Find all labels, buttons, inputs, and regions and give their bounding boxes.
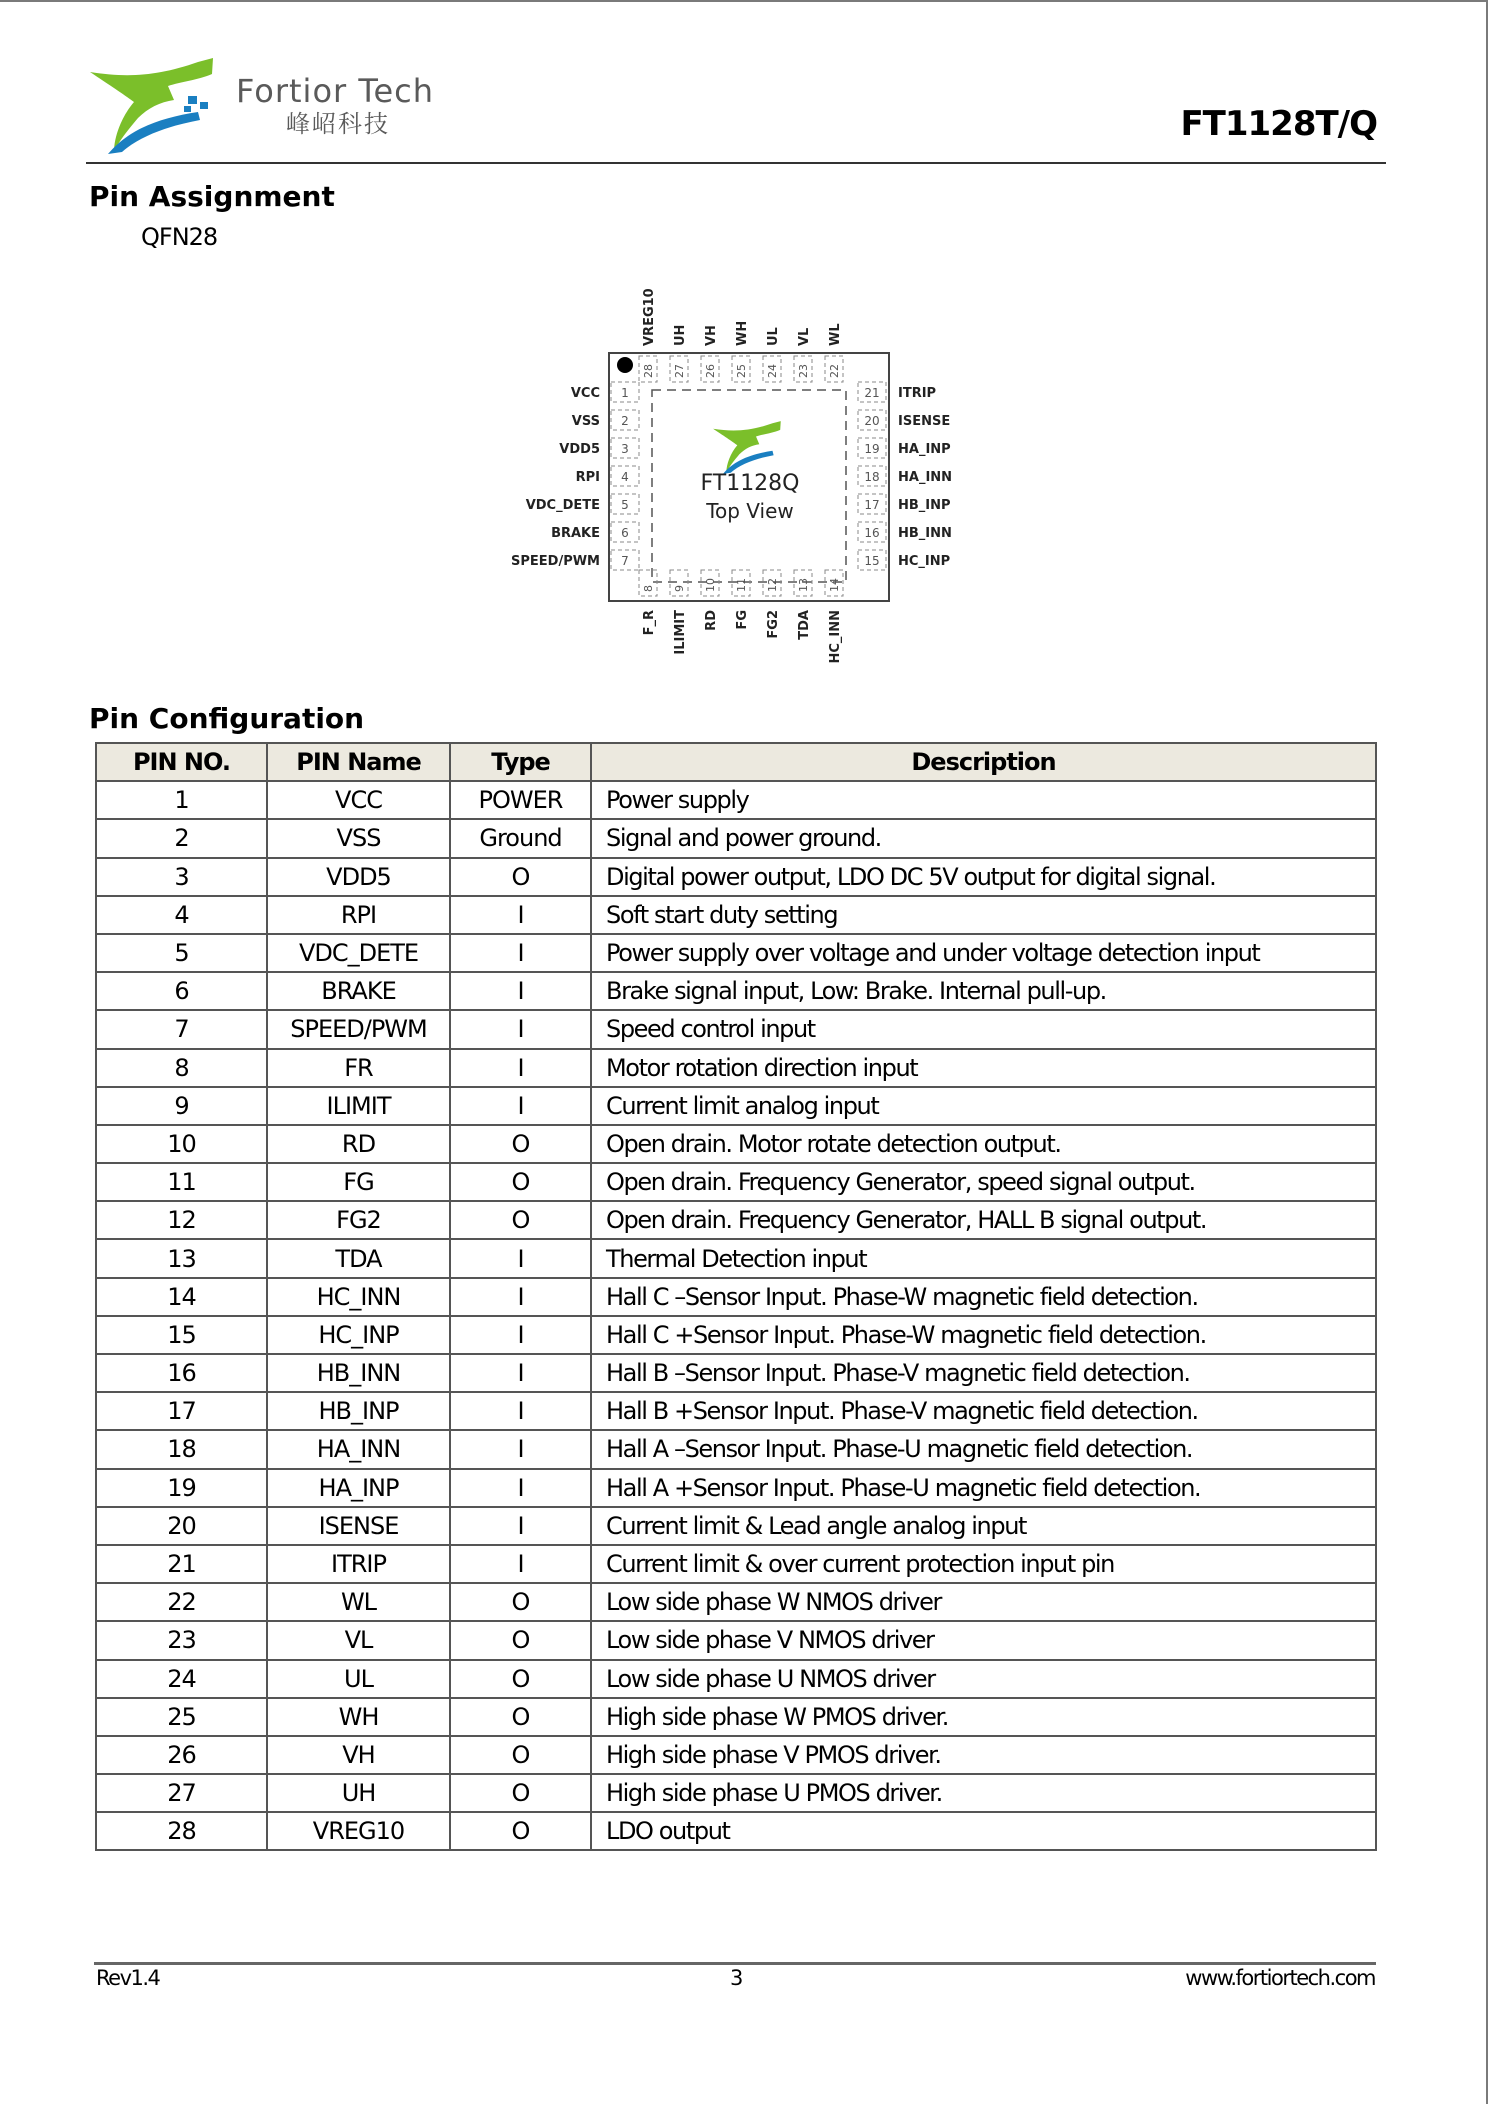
pin-name-cell: SPEED/PWM — [267, 1010, 450, 1048]
pin-number: 27 — [673, 364, 686, 378]
page-frame-top — [0, 0, 1488, 2]
pin-description-cell: Soft start duty setting — [591, 896, 1376, 934]
pin-name-cell: VH — [267, 1736, 450, 1774]
pin-type-cell: O — [450, 1736, 591, 1774]
table-row — [96, 1621, 1376, 1659]
pin-description-cell: Open drain. Frequency Generator, HALL B signal output. — [591, 1201, 1376, 1239]
pin-number: 9 — [673, 585, 686, 592]
pin-name-cell: VDD5 — [267, 858, 450, 896]
pin-number-cell: 8 — [96, 1049, 267, 1087]
pin-number-cell: 12 — [96, 1201, 267, 1239]
pin-type-cell: I — [450, 1278, 591, 1316]
pin-name-label: WH — [735, 320, 750, 346]
pin-number-cell: 7 — [96, 1010, 267, 1048]
pin-number-cell: 5 — [96, 934, 267, 972]
table-row — [96, 1392, 1376, 1430]
pin-description-cell: Current limit & Lead angle analog input — [591, 1507, 1376, 1545]
pin-description-cell: Hall A –Sensor Input. Phase-U magnetic field detection. — [591, 1430, 1376, 1468]
pin-number: 7 — [621, 554, 629, 568]
pin-number: 28 — [642, 364, 655, 378]
pin-name-cell: ITRIP — [267, 1545, 450, 1583]
pin-name-label: SPEED/PWM — [511, 554, 600, 569]
table-row — [96, 1430, 1376, 1468]
pin-description-cell: Low side phase U NMOS driver — [591, 1660, 1376, 1698]
pin-name-cell: VREG10 — [267, 1812, 450, 1850]
pin-number-cell: 10 — [96, 1125, 267, 1163]
qfn28-pin-diagram — [480, 270, 1000, 670]
pin-number-cell: 23 — [96, 1621, 267, 1659]
table-row — [96, 1736, 1376, 1774]
table-row — [96, 1278, 1376, 1316]
pin-name-label: WL — [828, 323, 843, 346]
pin-number: 14 — [828, 578, 841, 592]
table-row — [96, 896, 1376, 934]
pin-type-cell: I — [450, 1354, 591, 1392]
pin-name-cell: HB_INN — [267, 1354, 450, 1392]
pin-name-cell: FG2 — [267, 1201, 450, 1239]
revision-label: Rev1.4 — [96, 1966, 160, 1990]
table-row — [96, 781, 1376, 819]
pin-description-cell: High side phase V PMOS driver. — [591, 1736, 1376, 1774]
pin-description-cell: Speed control input — [591, 1010, 1376, 1048]
pin-description-cell: Hall B –Sensor Input. Phase-V magnetic field detection. — [591, 1354, 1376, 1392]
pin-type-cell: I — [450, 1507, 591, 1545]
pin-number-cell: 2 — [96, 819, 267, 857]
pin-name-label: F_R — [642, 610, 657, 636]
pin-name-cell: VL — [267, 1621, 450, 1659]
pin-number: 5 — [621, 498, 629, 512]
pin-number-cell: 1 — [96, 781, 267, 819]
pin-name-label: RD — [704, 610, 719, 631]
table-row — [96, 972, 1376, 1010]
pin-name-cell: ISENSE — [267, 1507, 450, 1545]
pin-number: 12 — [766, 578, 779, 592]
pin-name-label: FG — [735, 610, 750, 630]
pin-name-label: RPI — [575, 470, 600, 485]
pin-description-cell: Low side phase V NMOS driver — [591, 1621, 1376, 1659]
pin-description-cell: Open drain. Frequency Generator, speed signal output. — [591, 1163, 1376, 1201]
pin-number: 22 — [828, 364, 841, 378]
pin-type-cell: I — [450, 1430, 591, 1468]
pin-name-cell: TDA — [267, 1239, 450, 1277]
pin-type-cell: O — [450, 1163, 591, 1201]
pin-configuration-table — [95, 742, 1377, 1851]
pin-description-cell: Digital power output, LDO DC 5V output for digital signal. — [591, 858, 1376, 896]
pin-name-label: ILIMIT — [673, 610, 688, 655]
pin-type-cell: O — [450, 1698, 591, 1736]
pin-type-cell: I — [450, 1469, 591, 1507]
pin-type-cell: I — [450, 934, 591, 972]
pin1-marker-icon — [617, 357, 633, 373]
table-row — [96, 1774, 1376, 1812]
pin-number: 26 — [704, 364, 717, 378]
pin-name-cell: HB_INP — [267, 1392, 450, 1430]
pin-name-label: HC_INN — [828, 610, 843, 664]
pin-type-cell: I — [450, 1087, 591, 1125]
table-row — [96, 1010, 1376, 1048]
footer-divider — [94, 1962, 1376, 1965]
pin-description-cell: Hall A +Sensor Input. Phase-U magnetic field detection. — [591, 1469, 1376, 1507]
pin-number-cell: 3 — [96, 858, 267, 896]
table-row — [96, 1201, 1376, 1239]
chip-package-diagram — [480, 270, 1000, 670]
table-row — [96, 1812, 1376, 1850]
pin-type-cell: O — [450, 1201, 591, 1239]
pin-type-cell: O — [450, 1125, 591, 1163]
pin-type-cell: I — [450, 1316, 591, 1354]
pin-name-cell: VDC_DETE — [267, 934, 450, 972]
pin-name-label: HA_INN — [898, 470, 953, 485]
pin-number: 3 — [621, 442, 629, 456]
pin-number: 19 — [864, 442, 880, 456]
company-name-cn: 峰岹科技 — [286, 111, 390, 138]
table-row — [96, 1698, 1376, 1736]
table-row — [96, 819, 1376, 857]
pin-description-cell: Low side phase W NMOS driver — [591, 1583, 1376, 1621]
pin-name-cell: HC_INP — [267, 1316, 450, 1354]
column-header-pin-name: PIN Name — [267, 743, 450, 781]
pin-description-cell: Thermal Detection input — [591, 1239, 1376, 1277]
pin-name-label: HC_INP — [898, 554, 951, 569]
pin-name-cell: UH — [267, 1774, 450, 1812]
pin-name-label: VH — [704, 325, 719, 346]
pin-type-cell: I — [450, 1545, 591, 1583]
pin-configuration-title: Pin Configuration — [89, 702, 365, 735]
table-row — [96, 1545, 1376, 1583]
table-row — [96, 1316, 1376, 1354]
pin-type-cell: O — [450, 1812, 591, 1850]
column-header-description: Description — [591, 743, 1376, 781]
pin-number: 21 — [864, 386, 880, 400]
pin-number: 25 — [735, 364, 748, 378]
document-title: FT1128T/Q — [1180, 104, 1377, 144]
pin-name-cell: HA_INN — [267, 1430, 450, 1468]
pin-type-cell: O — [450, 1621, 591, 1659]
pin-description-cell: Brake signal input, Low: Brake. Internal pull-up. — [591, 972, 1376, 1010]
pin-name-cell: VSS — [267, 819, 450, 857]
column-header-pin-no: PIN NO. — [96, 743, 267, 781]
pin-type-cell: I — [450, 1392, 591, 1430]
table-row — [96, 1469, 1376, 1507]
pin-name-label: ISENSE — [898, 414, 951, 429]
pin-number: 23 — [797, 364, 810, 378]
pin-type-cell: O — [450, 858, 591, 896]
pin-number: 24 — [766, 364, 779, 378]
pin-name-cell: BRAKE — [267, 972, 450, 1010]
pin-name-label: VCC — [570, 386, 600, 401]
pin-type-cell: I — [450, 1239, 591, 1277]
pin-name-cell: HA_INP — [267, 1469, 450, 1507]
pin-number: 1 — [621, 386, 629, 400]
pin-name-label: VDC_DETE — [525, 498, 600, 513]
pin-description-cell: Current limit & over current protection input pin — [591, 1545, 1376, 1583]
pin-type-cell: I — [450, 1010, 591, 1048]
pin-number-cell: 18 — [96, 1430, 267, 1468]
pin-name-cell: VCC — [267, 781, 450, 819]
pin-number-cell: 4 — [96, 896, 267, 934]
pin-number-cell: 9 — [96, 1087, 267, 1125]
pin-assignment-title: Pin Assignment — [89, 180, 335, 213]
pin-description-cell: High side phase U PMOS driver. — [591, 1774, 1376, 1812]
pin-name-cell: FR — [267, 1049, 450, 1087]
pin-name-label: UL — [766, 327, 781, 346]
page-number: 3 — [730, 1966, 742, 1990]
pin-number: 2 — [621, 414, 629, 428]
pin-number: 18 — [864, 470, 880, 484]
pin-number: 6 — [621, 526, 629, 540]
table-row — [96, 858, 1376, 896]
pin-description-cell: Signal and power ground. — [591, 819, 1376, 857]
pin-description-cell: Hall C –Sensor Input. Phase-W magnetic field detection. — [591, 1278, 1376, 1316]
table-row — [96, 1049, 1376, 1087]
pin-number: 10 — [704, 578, 717, 592]
table-row — [96, 1660, 1376, 1698]
website-link[interactable]: www.fortiortech.com — [1185, 1966, 1375, 1990]
pin-number: 17 — [864, 498, 880, 512]
column-header-type: Type — [450, 743, 591, 781]
chip-view-label: Top View — [706, 499, 794, 523]
pin-number: 16 — [864, 526, 880, 540]
pin-number-cell: 17 — [96, 1392, 267, 1430]
pin-name-label: VDD5 — [559, 442, 600, 457]
pin-type-cell: I — [450, 896, 591, 934]
pin-name-cell: RPI — [267, 896, 450, 934]
pin-number-cell: 13 — [96, 1239, 267, 1277]
pin-name-label: UH — [673, 324, 688, 346]
pin-description-cell: Power supply over voltage and under voltage detection input — [591, 934, 1376, 972]
pin-name-cell: WH — [267, 1698, 450, 1736]
table-row — [96, 1163, 1376, 1201]
table-header-row — [96, 743, 1376, 781]
table-row — [96, 1354, 1376, 1392]
pin-number: 13 — [797, 578, 810, 592]
pin-description-cell: Open drain. Motor rotate detection output. — [591, 1125, 1376, 1163]
pin-number-cell: 24 — [96, 1660, 267, 1698]
pin-number-cell: 25 — [96, 1698, 267, 1736]
pin-type-cell: I — [450, 1049, 591, 1087]
pin-description-cell: LDO output — [591, 1812, 1376, 1850]
pin-name-cell: HC_INN — [267, 1278, 450, 1316]
pin-name-label: HB_INP — [898, 498, 951, 513]
pin-description-cell: Current limit analog input — [591, 1087, 1376, 1125]
pin-name-label: FG2 — [766, 610, 781, 639]
pin-number-cell: 21 — [96, 1545, 267, 1583]
pin-number-cell: 26 — [96, 1736, 267, 1774]
pin-number-cell: 16 — [96, 1354, 267, 1392]
pin-name-label: VL — [797, 327, 812, 346]
table-row — [96, 1239, 1376, 1277]
chip-part-label: FT1128Q — [700, 471, 800, 496]
pin-name-cell: WL — [267, 1583, 450, 1621]
pin-number-cell: 20 — [96, 1507, 267, 1545]
pin-name-label: HB_INN — [898, 526, 952, 541]
pin-type-cell: Ground — [450, 819, 591, 857]
pin-type-cell: O — [450, 1660, 591, 1698]
pin-type-cell: O — [450, 1583, 591, 1621]
pin-name-label: TDA — [797, 610, 812, 640]
pin-number: 11 — [735, 578, 748, 592]
table-row — [96, 1087, 1376, 1125]
pin-number-cell: 15 — [96, 1316, 267, 1354]
pin-number-cell: 27 — [96, 1774, 267, 1812]
pin-name-label: BRAKE — [551, 526, 600, 541]
pin-description-cell: Power supply — [591, 781, 1376, 819]
pin-number-cell: 11 — [96, 1163, 267, 1201]
pin-type-cell: POWER — [450, 781, 591, 819]
pin-description-cell: Hall C +Sensor Input. Phase-W magnetic field detection. — [591, 1316, 1376, 1354]
table-row — [96, 1507, 1376, 1545]
pin-number: 4 — [621, 470, 629, 484]
pin-number: 8 — [642, 585, 655, 592]
pin-name-cell: RD — [267, 1125, 450, 1163]
table-row — [96, 1583, 1376, 1621]
table-row — [96, 1125, 1376, 1163]
pin-number: 15 — [864, 554, 880, 568]
pin-number-cell: 22 — [96, 1583, 267, 1621]
pin-number-cell: 6 — [96, 972, 267, 1010]
pin-name-cell: UL — [267, 1660, 450, 1698]
pin-name-label: ITRIP — [898, 386, 937, 401]
pin-type-cell: I — [450, 972, 591, 1010]
company-name: Fortior Tech — [236, 72, 435, 110]
pin-name-cell: ILIMIT — [267, 1087, 450, 1125]
table-row — [96, 934, 1376, 972]
pin-description-cell: Motor rotation direction input — [591, 1049, 1376, 1087]
pin-name-label: VSS — [571, 414, 600, 429]
pin-description-cell: High side phase W PMOS driver. — [591, 1698, 1376, 1736]
pin-name-label: HA_INP — [898, 442, 951, 457]
pin-number: 20 — [864, 414, 880, 428]
pin-type-cell: O — [450, 1774, 591, 1812]
pin-description-cell: Hall B +Sensor Input. Phase-V magnetic field detection. — [591, 1392, 1376, 1430]
pin-number-cell: 14 — [96, 1278, 267, 1316]
pin-number-cell: 19 — [96, 1469, 267, 1507]
pin-name-label: VREG10 — [642, 288, 657, 346]
pin-name-cell: FG — [267, 1163, 450, 1201]
pin-number-cell: 28 — [96, 1812, 267, 1850]
package-label: QFN28 — [141, 223, 218, 251]
header-divider — [86, 162, 1386, 164]
